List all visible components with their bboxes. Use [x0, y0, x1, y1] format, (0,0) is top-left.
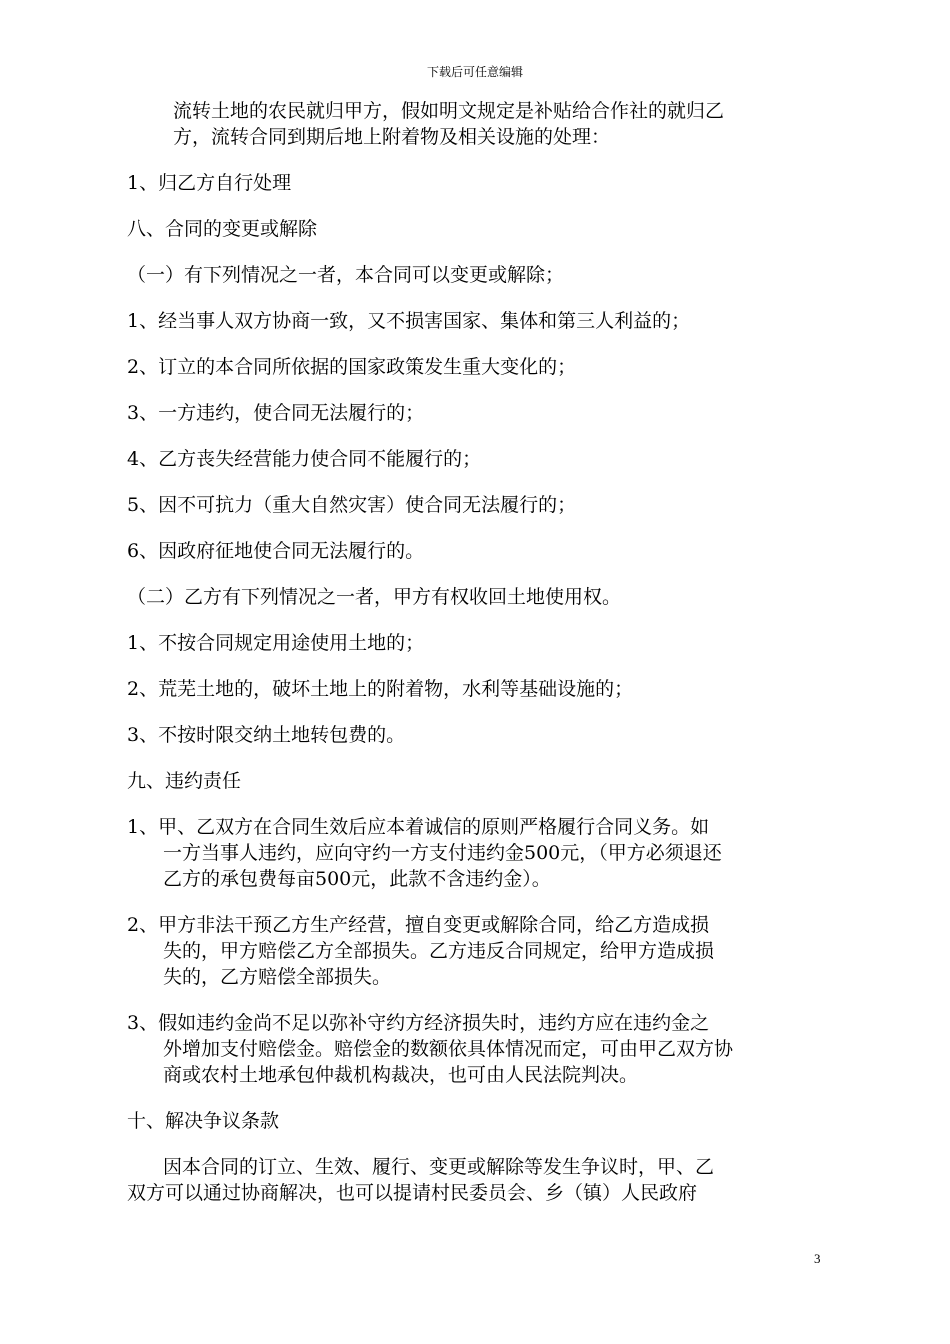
section-heading-10: 十、解决争议条款 [127, 1110, 280, 1132]
paragraph-item-multiline [127, 1010, 827, 1088]
text-line: 方，流转合同到期后地上附着物及相关设施的处理： [173, 126, 611, 148]
page-number: 3 [814, 1251, 821, 1266]
document-body [127, 98, 827, 1206]
paragraph-item: 3、不按时限交纳土地转包费的。 [127, 724, 406, 746]
text-line: 一方当事人违约，应向守约一方支付违约金500元，（甲方必须退还 [163, 842, 722, 864]
paragraph-body [127, 1154, 827, 1206]
section-heading-9: 九、违约责任 [127, 770, 242, 792]
paragraph-item-multiline [127, 912, 827, 990]
text-line: 乙方的承包费每亩500元，此款不含违约金）。 [163, 868, 551, 890]
text-line: 3、假如违约金尚不足以弥补守约方经济损失时，违约方应在违约金之 [127, 1012, 710, 1034]
text-line: 失的，甲方赔偿乙方全部损失。乙方违反合同规定，给甲方造成损 [163, 940, 715, 962]
text-line: 失的，乙方赔偿全部损失。 [163, 966, 392, 988]
text-line: 1、甲、乙双方在合同生效后应本着诚信的原则严格履行合同义务。如 [127, 816, 710, 838]
section-heading-8: 八、合同的变更或解除 [127, 218, 318, 240]
paragraph-item: 1、不按合同规定用途使用土地的； [127, 632, 425, 654]
paragraph-item: 1、归乙方自行处理 [127, 172, 292, 194]
paragraph-item: 1、经当事人双方协商一致，又不损害国家、集体和第三人利益的； [127, 310, 691, 332]
paragraph-item: 2、荒芜土地的，破坏土地上的附着物，水利等基础设施的； [127, 678, 634, 700]
text-line: 商或农村土地承包仲裁机构裁决，也可由人民法院判决。 [163, 1064, 639, 1086]
page-header: 下载后可任意编辑 [426, 65, 523, 79]
text-line: 外增加支付赔偿金。赔偿金的数额依具体情况而定，可由甲乙双方协 [163, 1038, 734, 1060]
subsection-heading-2: （二）乙方有下列情况之一者，甲方有权收回土地使用权。 [127, 586, 622, 608]
paragraph-item: 4、乙方丧失经营能力使合同不能履行的； [127, 448, 482, 470]
text-line: 2、甲方非法干预乙方生产经营，擅自变更或解除合同，给乙方造成损 [127, 914, 710, 936]
text-line: 因本合同的订立、生效、履行、变更或解除等发生争议时，甲、乙 [163, 1156, 715, 1178]
subsection-heading-1: （一）有下列情况之一者，本合同可以变更或解除； [127, 264, 565, 286]
paragraph-item: 2、订立的本合同所依据的国家政策发生重大变化的； [127, 356, 577, 378]
paragraph-item-multiline [127, 814, 827, 892]
text-line: 双方可以通过协商解决，也可以提请村民委员会、乡（镇）人民政府 [127, 1182, 698, 1204]
text-line: 流转土地的农民就归甲方，假如明文规定是补贴给合作社的就归乙 [173, 100, 725, 122]
paragraph-item: 6、因政府征地使合同无法履行的。 [127, 540, 425, 562]
paragraph-continuation [127, 98, 827, 150]
paragraph-item: 3、一方违约，使合同无法履行的； [127, 402, 425, 424]
paragraph-item: 5、因不可抗力（重大自然灾害）使合同无法履行的； [127, 494, 577, 516]
